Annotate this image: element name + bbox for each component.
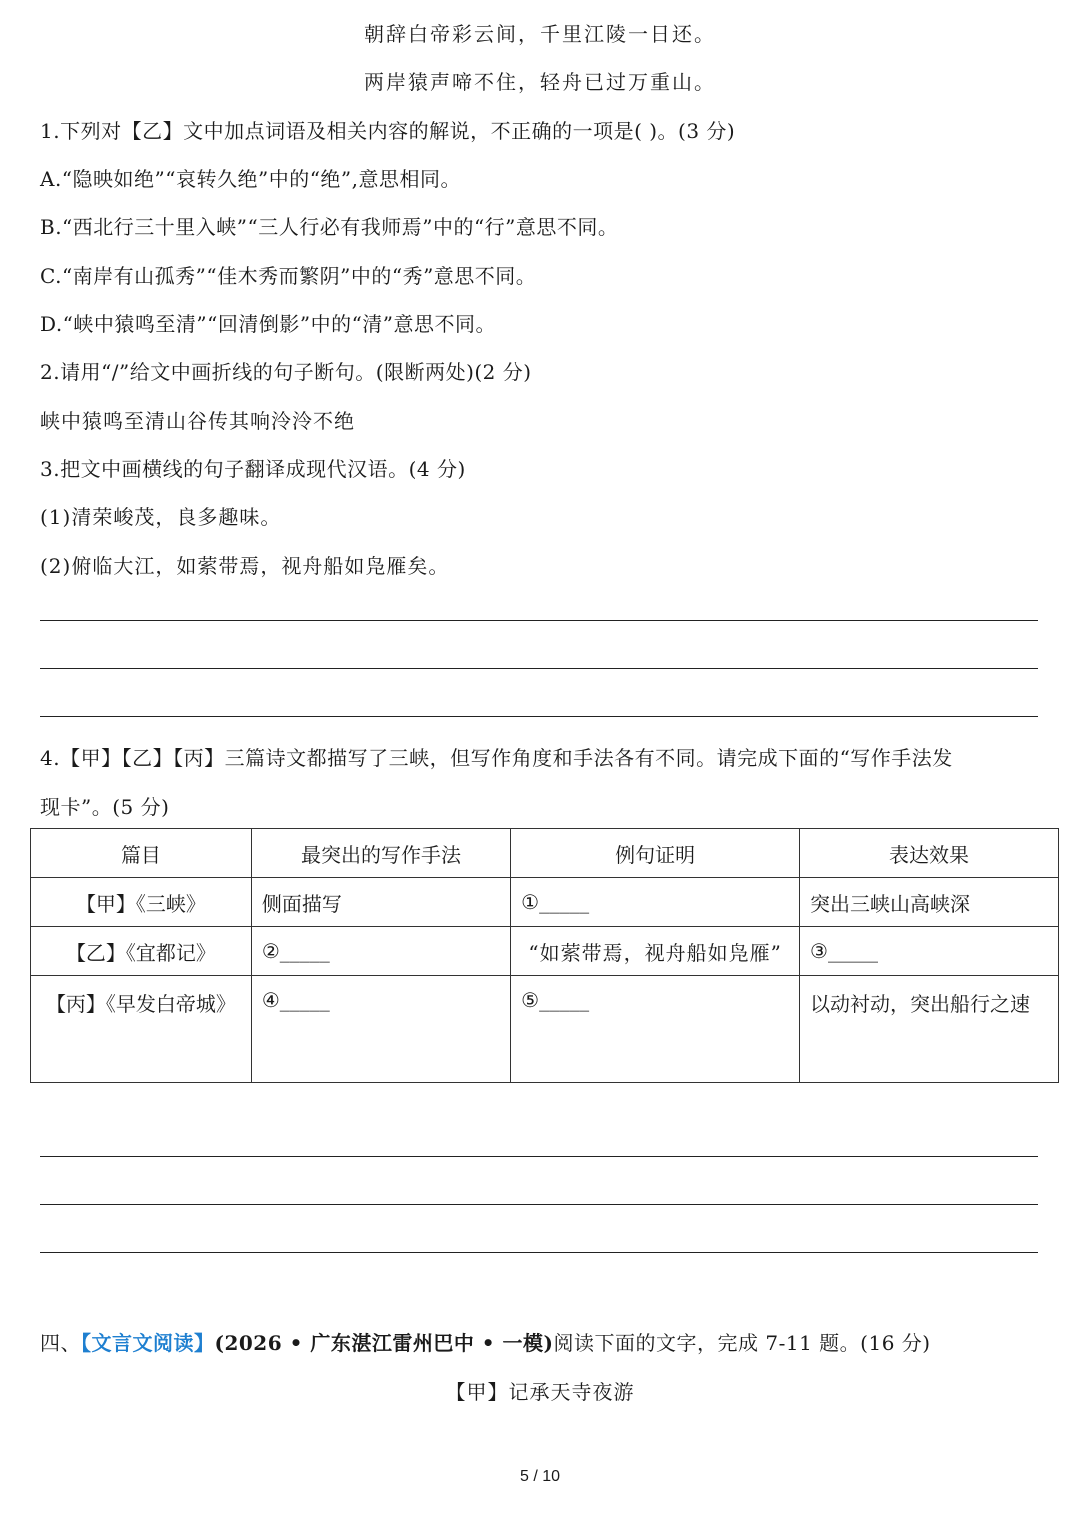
section-number: 四、: [40, 1331, 81, 1355]
q4-stem-line-1: 4.【甲】【乙】【丙】三篇诗文都描写了三峡，但写作角度和手法各有不同。请完成下面的“写作手法发: [40, 746, 953, 770]
answer-line[interactable]: [40, 620, 1038, 621]
header-technique: 最突出的写作手法: [251, 829, 510, 878]
cell-title: 【丙】《早发白帝城》: [31, 976, 252, 1083]
cell-technique-blank[interactable]: ②_____: [251, 927, 510, 976]
cell-effect: 以动衬动，突出船行之速: [800, 976, 1059, 1083]
q1-option-a: A.“隐映如绝”“哀转久绝”中的“绝”,意思相同。: [40, 167, 462, 191]
section-instruction: 阅读下面的文字，完成 7-11 题。(16 分): [553, 1331, 931, 1355]
q3-sentence-2: (2)俯临大江，如萦带焉，视舟船如凫雁矣。: [40, 554, 450, 578]
answer-line[interactable]: [40, 668, 1038, 669]
section-source: (2026 • 广东湛江雷州巴中 • 一模): [214, 1331, 554, 1355]
poem-line-2: 两岸猿声啼不住，轻舟已过万重山。: [364, 70, 716, 94]
page-number: 5 / 10: [519, 1468, 561, 1485]
cell-technique: 侧面描写: [251, 878, 510, 927]
table-header-row: [31, 829, 1059, 878]
cell-title: 【乙】《宜都记》: [31, 927, 252, 976]
q1-stem: 1.下列对【乙】文中加点词语及相关内容的解说，不正确的一项是( )。(3 分): [40, 119, 736, 143]
header-effect: 表达效果: [800, 829, 1059, 878]
q3-sentence-1: (1)清荣峻茂，良多趣味。: [40, 505, 282, 529]
cell-example-blank[interactable]: ①_____: [511, 878, 800, 927]
section-heading: [40, 1327, 931, 1356]
cell-example: “如萦带焉，视舟船如凫雁”: [511, 927, 800, 976]
answer-line[interactable]: [40, 716, 1038, 717]
cell-effect-blank[interactable]: ③_____: [800, 927, 1059, 976]
q3-stem: 3.把文中画横线的句子翻译成现代汉语。(4 分): [40, 457, 466, 481]
answer-line[interactable]: [40, 1204, 1038, 1205]
cell-example-blank[interactable]: ⑤_____: [511, 976, 800, 1083]
q2-sentence: 峡中猿鸣至清山谷传其响泠泠不绝: [40, 409, 355, 433]
writing-technique-card-table: [30, 828, 1059, 1083]
q2-stem: 2.请用“/”给文中画折线的句子断句。(限断两处)(2 分): [40, 360, 532, 384]
cell-technique-blank[interactable]: ④_____: [251, 976, 510, 1083]
poem-line-1: 朝辞白帝彩云间，千里江陵一日还。: [364, 22, 716, 46]
cell-effect: 突出三峡山高峡深: [800, 878, 1059, 927]
answer-line[interactable]: [40, 1156, 1038, 1157]
table-row: [31, 927, 1059, 976]
cell-title: 【甲】《三峡》: [31, 878, 252, 927]
answer-line[interactable]: [40, 1252, 1038, 1253]
header-title: 篇目: [31, 829, 252, 878]
q1-option-b: B.“西北行三十里入峡”“三人行必有我师焉”中的“行”意思不同。: [40, 215, 619, 239]
section-tag: 【文言文阅读】: [81, 1331, 215, 1355]
table-row: [31, 976, 1059, 1083]
passage-subtitle: 【甲】记承天寺夜游: [445, 1380, 635, 1404]
q1-option-c: C.“南岸有山孤秀”“佳木秀而繁阴”中的“秀”意思不同。: [40, 264, 537, 288]
table-row: [31, 878, 1059, 927]
q1-option-d: D.“峡中猿鸣至清”“回清倒影”中的“清”意思不同。: [40, 312, 497, 336]
header-example: 例句证明: [511, 829, 800, 878]
q4-stem-line-2: 现卡”。(5 分): [40, 795, 170, 819]
